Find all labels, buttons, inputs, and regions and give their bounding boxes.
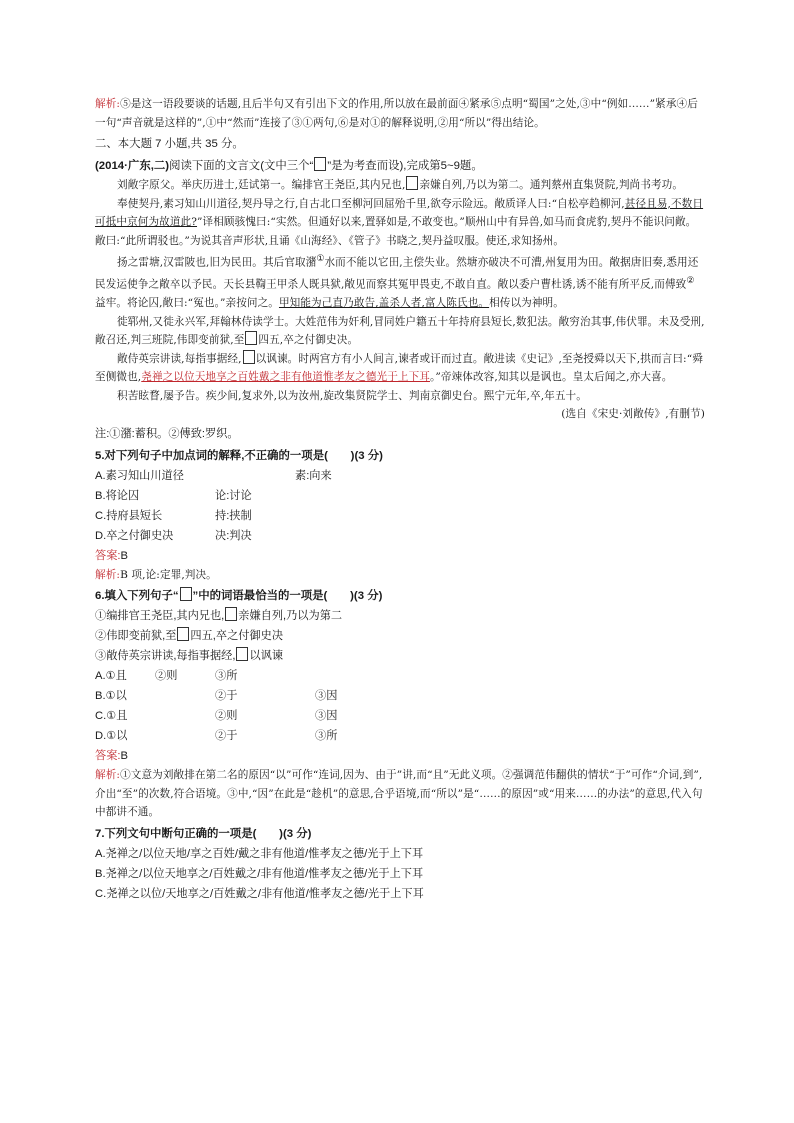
classical-passage [95,176,705,424]
question-5 [95,446,705,585]
q6-sentence-3 [95,646,705,666]
footnotes: 注:①潴:蓄积。②傅致:罗织。 [95,427,239,440]
q5-answer [95,546,705,566]
intro-text-b: ”是为考查而设),完成第5~9题。 [327,160,483,172]
option-part: ③所 [215,670,238,683]
question-7 [95,824,705,904]
q6-title [95,586,705,606]
option-gloss: 论:讨论 [215,489,252,502]
q7-option-a: A.尧禅之/以位天地/享之百姓/戴之非有他道/惟孝友之德/光于上下耳 [95,847,424,860]
analysis-label: 解析 [95,98,117,110]
sentence-text-a: ①编排官王尧臣,其内兄也, [95,610,225,623]
p2-text-a: 奉使契丹,素习知山川道径,契丹导之行,自古北口至柳河回屈殆千里,欲夸示险远。敞质译人曰:“自松亭趋柳河, [117,197,625,210]
blank-box [245,331,257,345]
q7-option-b: B.尧禅之/以位天地享之/百姓戴之/非有他道/惟孝友之德/光于上下耳 [95,867,424,880]
intro-source: (2014·广东,二) [95,160,170,172]
analysis-text: ⑤是这一语段要谈的话题,且后半句又有引出下文的作用,所以放在最前面④紧承⑤点明“蜀国”之处,③中“例如……”紧承④后一句“声音就是这样的”,①中“然而”连接了③①两句,⑥是对①的解释说明,②用“所以”得出结论。 [95,98,698,129]
p3-text-a: 扬之雷塘,汉雷陂也,旧为民田。其后官取潴 [117,256,317,269]
option-text: D.卒之付御史决 [95,529,174,542]
answer-value: B [120,549,128,562]
sentence-text-b: 四五,卒之付御史决 [190,630,284,643]
q7-title: 7.下列文句中断句正确的一项是( )(3 分) [95,827,312,840]
p3-underlined: 甲知能为己直乃敢告,盖杀人者,富人陈氏也。 [278,297,490,310]
passage-paragraph-1 [95,176,705,195]
document-page [95,95,705,904]
passage-paragraph-5 [95,350,705,387]
p5-highlighted-sentence: 尧禅之以位天地享之百姓戴之非有他道惟孝友之德光于上下耳 [141,371,430,384]
answer-label: 答案: [95,549,121,562]
option-text: A.素习知山川道径 [95,469,184,482]
analysis-label: 解析: [95,769,121,782]
analysis-label: 解析: [95,568,121,581]
p4-text-a: 徙郓州,又徙永兴军,拜翰林侍读学士。大姓范伟为奸利,冒同姓户籍五十年持府县短长,数犯法。敞穷治其事,伟伏罪。未及受刑,敞召还,判三班院,伟即变前狱,至 [95,315,705,347]
q5-option-b [95,486,705,506]
option-part: B.①以 [95,690,127,703]
option-gloss: 决:判决 [215,529,252,542]
p1-text-a: 刘敞字原父。举庆历进士,廷试第一。编排官王尧臣,其内兄也, [117,179,406,191]
p3-text-d: 相传以为神明。 [489,297,564,310]
blank-box [177,627,189,641]
option-part: ②于 [215,690,238,703]
blank-box [314,157,326,171]
q6-option-d [95,726,705,746]
option-part: D.①以 [95,730,128,743]
blank-box [406,176,418,190]
p1-text-b: 亲嫌自列,乃以为第二。通判蔡州直集贤院,判尚书考功。 [419,179,684,191]
p3-text-b: 水而不能以它田,主偿失业。然塘亦破决不可漕,州复用为田。敞据唐旧奏,悉用还民发运使争之敞卒以予民。天长县鞫王甲杀人既具狱,敞见而察其冤甲畏吏,不敢自直。敞以委户曹杜诱,诱不能有所平反,而傅致 [95,256,699,291]
option-part: ②于 [215,730,238,743]
passage-paragraph-2 [95,195,705,251]
question-6 [95,586,705,822]
q5-option-a [95,466,705,486]
q5-analysis [95,566,705,585]
q6-option-c [95,706,705,726]
option-part: C.①且 [95,710,128,723]
q6-option-a [95,666,705,686]
option-part: ②则 [215,710,238,723]
p2-underlined: 甚径且易,不数日可抵中京何为故道此? [95,197,704,228]
option-text: C.持府县短长 [95,509,163,522]
blank-box [180,587,192,601]
q6-sentence-1 [95,606,705,626]
passage-paragraph-6: 积苦眩瞀,屡予告。疾少间,复求外,以为汝州,旋改集贤院学士、判南京御史台。熙宁元年,卒,年五十。 [117,389,587,402]
p3-text-c: 益牢。将论囚,敞曰:“冤也。”亲按问之。 [95,297,279,310]
analysis-block-1: 解析:⑤是这一语段要谈的话题,且后半句又有引出下文的作用,所以放在最前面④紧承⑤点明“蜀国”之处,③中“例如……”紧承④后一句“声音就是这样的”,①中“然而”连接了③①两句,⑥是对①的解释说明,②用“所以”得出结论。 [95,98,698,129]
sentence-text-b: 以讽谏 [249,650,284,663]
sentence-text-a: ②伟即变前狱,至 [95,630,177,643]
q6-answer [95,746,705,766]
option-part: ③因 [315,710,338,723]
p5-text-c: 。”帝竦体改容,知其以是讽也。皇太后闻之,亦大喜。 [429,371,673,384]
p2-text-b: ”译相顾骇愧曰:“实然。但通好以来,置驿如是,不敢变也。”顺州山中有异兽,如马而食虎豹,契丹不能识问敞。敞曰:“此所谓驳也。”为说其音声形状,且诵《山海经》、《管子》书晓之,契丹益叹服。使还,求知扬州。 [95,216,697,247]
q6-sentence-2 [95,626,705,646]
q6-title-a: 6.填入下列句子“ [95,590,179,603]
sentence-text-a: ③敞侍英宗讲读,每指事据经, [95,650,236,663]
passage-paragraph-3 [95,250,705,313]
p5-text-a: 敞侍英宗讲读,每指事据经, [117,352,242,365]
blank-box [243,350,255,364]
footnote-marker-1: ① [316,254,325,264]
q5-option-d [95,526,705,546]
option-gloss: 持:挟制 [215,509,252,522]
q6-option-b [95,686,705,706]
p4-text-b: 四五,卒之付御史决。 [258,334,359,347]
p5-text-b: 以讽谏。时两宫方有小人间言,谏者或讦而过直。敞进读《史记》,至尧授舜以天下,拱而言曰:“舜至侧微也, [95,352,703,384]
q5-option-c [95,506,705,526]
answer-label: 答案: [95,750,121,763]
section-title: 二、本大题 7 小题,共 35 分。 [95,138,244,150]
option-part: A.①且 [95,670,127,683]
passage-paragraph-4 [95,313,705,350]
passage-intro [95,156,705,176]
q6-title-b: ”中的词语最恰当的一项是( )(3 分) [192,590,383,603]
option-part: ③因 [315,690,338,703]
option-part: ③所 [315,730,338,743]
q7-option-c: C.尧禅之以位/天地享之/百姓戴之/非有他道/惟孝友之德/光于上下耳 [95,887,424,900]
option-gloss: 素:向来 [295,469,332,482]
footnote-marker-2: ② [686,276,695,287]
blank-box [225,607,237,621]
answer-value: B [120,750,128,763]
option-text: B.将论囚 [95,489,140,502]
q5-title: 5.对下列句子中加点词的解释,不正确的一项是( )(3 分) [95,449,383,462]
analysis-text: B 项,论:定罪,判决。 [120,568,217,581]
q6-analysis [95,766,705,822]
analysis-text: ①文意为刘敞排在第二名的原因“以”可作“连词,因为、由于”讲,而“且”无此义项。②强调范伟翻供的情状“于”可作“介词,到”,介出“至”的次数,符合语境。③中,“因”在此是“趁机”的意思,合乎语境,而“所以”是“……的原因”或“用来……的办法”的意思,代入句中都讲不通。 [95,769,703,819]
blank-box [236,647,248,661]
passage-source: (选自《宋史·刘敞传》,有删节) [561,408,705,421]
sentence-text-b: 亲嫌自列,乃以为第二 [238,610,343,623]
intro-text-a: 阅读下面的文言文(文中三个“ [169,160,314,172]
option-part: ②则 [155,670,178,683]
